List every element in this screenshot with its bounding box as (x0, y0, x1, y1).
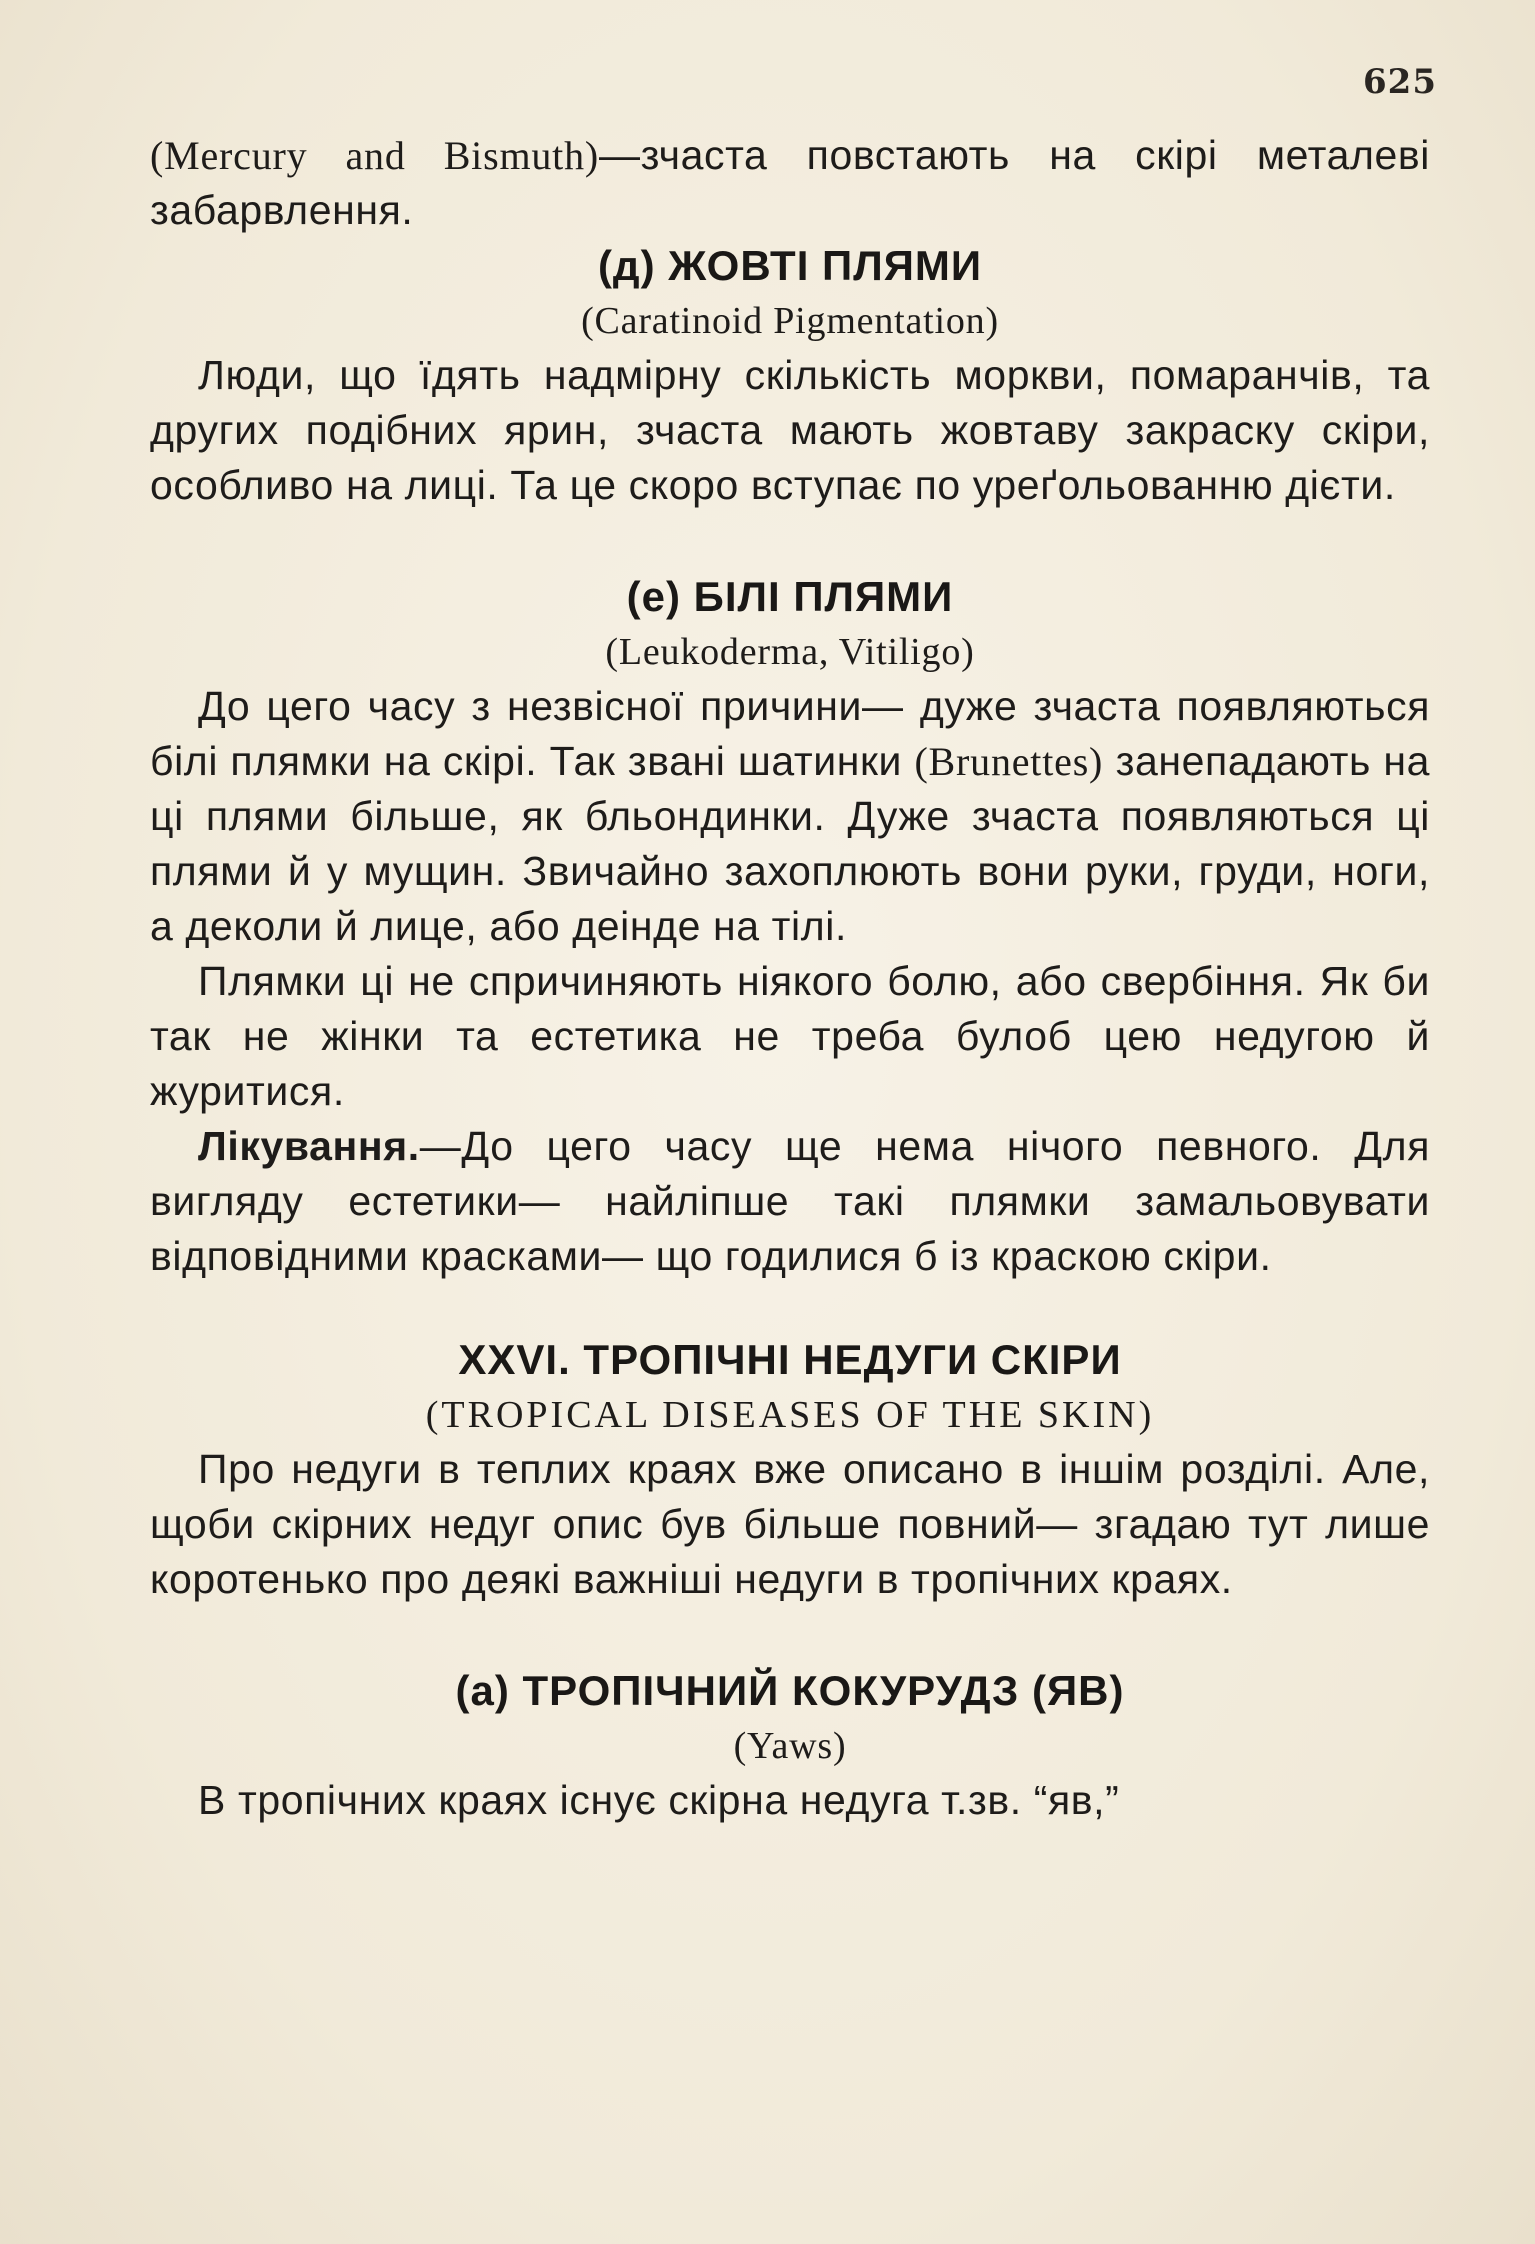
intro-latin-term: (Mercury and Bismuth) (150, 133, 600, 178)
spacer (150, 513, 1430, 569)
section-e-paragraph-3 (150, 1119, 1430, 1284)
section-e-heading: (е) БІЛІ ПЛЯМИ (626, 573, 954, 620)
section-d-heading: (д) ЖОВТІ ПЛЯМИ (597, 242, 983, 289)
section-a-subheading: (Yaws) (733, 1725, 847, 1767)
treatment-text: —До цего часу ще нема нічого певного. Для вигляду естетики— найліпше такі плямки замальовувати відповідними красками— що годилися б із краскою скіри. (150, 1123, 1430, 1279)
page-number: 625 (1363, 62, 1437, 102)
chapter-xxvi-subheading: (TROPICAL DISEASES OF THE SKIN) (425, 1394, 1155, 1436)
section-e-latin-term: (Brunettes) (914, 739, 1104, 784)
section-e-paragraph-2: Плямки ці не спричиняють ніякого болю, або свербіння. Як би так не жінки та естетика не треба булоб цею недугою й журитися. (150, 958, 1430, 1114)
chapter-xxvi-heading: XXVI. ТРОПІЧНІ НЕДУГИ СКІРИ (458, 1336, 1122, 1383)
section-d-paragraph: Люди, що їдять надмірну скількість моркви, помаранчів, та других подібних ярин, зчаста мають жовтаву закраску скіри, особливо на лиці. Та це скоро вступає по уреґольованню дієти. (150, 352, 1430, 508)
chapter-xxvi-paragraph: Про недуги в теплих краях вже описано в іншім розділі. Але, щоби скірних недуг опис був більше повний— згадаю тут лише коротенько про деякі важніші недуги в тропічних краях. (150, 1446, 1430, 1602)
section-e-paragraph-1 (150, 679, 1430, 954)
section-d-subheading: (Caratinoid Pigmentation) (581, 300, 999, 342)
section-e-text-b: занепадають на ці плями більше, як бльондинки. Дуже зчаста появляються ці плями й у мущин. Звичайно захоплюють вони руки, груди, ноги, а деколи й лице, або деінде на тілі. (150, 738, 1430, 949)
intro-text: —зчаста повстають на скірі металеві забарвлення. (150, 132, 1431, 233)
treatment-label: Лікування. (198, 1123, 420, 1169)
spacer (150, 1607, 1430, 1663)
section-e-subheading: (Leukoderma, Vitiligo) (605, 631, 975, 673)
section-e-text-a: До цего часу з незвісної причини— дуже зчаста появляються білі плямки на скірі. Так звані шатинки (150, 683, 1430, 784)
intro-paragraph (150, 128, 1430, 238)
spacer (150, 1284, 1430, 1332)
section-a-paragraph: В тропічних краях існує скірна недуга т.зв. “яв,” (198, 1777, 1120, 1823)
section-a-heading: (а) ТРОПІЧНИЙ КОКУРУДЗ (ЯВ) (455, 1667, 1125, 1714)
page-content (150, 128, 1430, 1828)
